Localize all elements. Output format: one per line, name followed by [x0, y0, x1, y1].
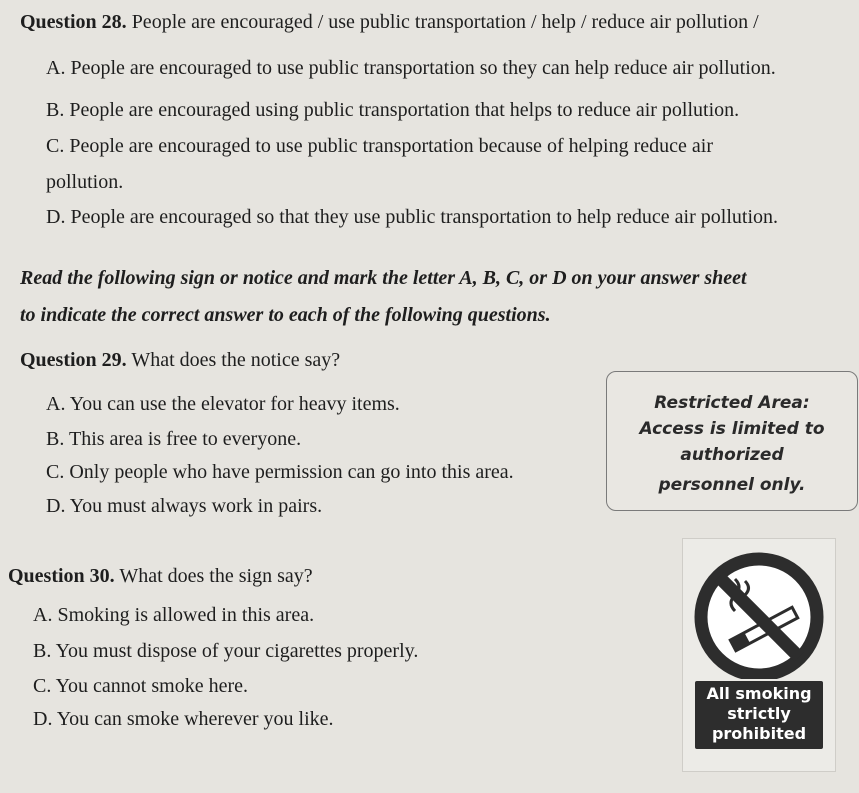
question-29-header [20, 348, 340, 372]
question-28-option-b[interactable]: B. People are encouraged using public transportation that helps to reduce air pollution. [46, 99, 740, 121]
question-29-stem: What does the notice say? [131, 349, 341, 371]
question-30-option-b[interactable]: B. You must dispose of your cigarettes properly. [33, 640, 419, 662]
question-28-option-d[interactable]: D. People are encouraged so that they use public transportation to help reduce air pollution. [46, 206, 779, 228]
restricted-area-notice [606, 371, 858, 511]
question-29-option-c[interactable]: C. Only people who have permission can go into this area. [46, 461, 514, 483]
notice-line-3: authorized [680, 445, 784, 465]
notice-line-4: personnel only. [658, 475, 806, 495]
question-29-option-d[interactable]: D. You must always work in pairs. [46, 495, 323, 517]
no-smoking-sign [682, 538, 836, 772]
question-30-header [8, 564, 313, 588]
question-30-option-a[interactable]: A. Smoking is allowed in this area. [33, 604, 315, 626]
question-29-option-b[interactable]: B. This area is free to everyone. [46, 428, 302, 450]
question-28-option-a[interactable]: A. People are encouraged to use public transportation so they can help reduce air pollution. [46, 57, 776, 79]
question-28-title: Question 28. [20, 11, 127, 33]
question-30-option-c[interactable]: C. You cannot smoke here. [33, 675, 248, 697]
question-28-option-c[interactable]: C. People are encouraged to use public transportation because of helping reduce air [46, 135, 713, 157]
sign-line-1: All smoking [706, 684, 812, 703]
question-30-title: Question 30. [8, 565, 115, 587]
question-29-title: Question 29. [20, 349, 127, 371]
question-28-option-c-continued: pollution. [46, 171, 124, 193]
instructions-line-1: Read the following sign or notice and mark the letter A, B, C, or D on your answer sheet [20, 267, 747, 289]
question-30-stem: What does the sign say? [119, 565, 313, 587]
sign-line-3: prohibited [711, 724, 807, 743]
no-smoking-icon [683, 539, 835, 679]
question-28-header [20, 10, 759, 34]
question-30-option-d[interactable]: D. You can smoke wherever you like. [33, 708, 334, 730]
sign-line-2: strictly [727, 704, 791, 723]
question-28-stem: People are encouraged / use public transportation / help / reduce air pollution / [131, 11, 759, 33]
notice-line-2: Access is limited to [639, 419, 825, 439]
question-29-option-a[interactable]: A. You can use the elevator for heavy items. [46, 393, 400, 415]
instructions-line-2: to indicate the correct answer to each of the following questions. [20, 304, 551, 326]
notice-line-1: Restricted Area: [654, 393, 810, 413]
